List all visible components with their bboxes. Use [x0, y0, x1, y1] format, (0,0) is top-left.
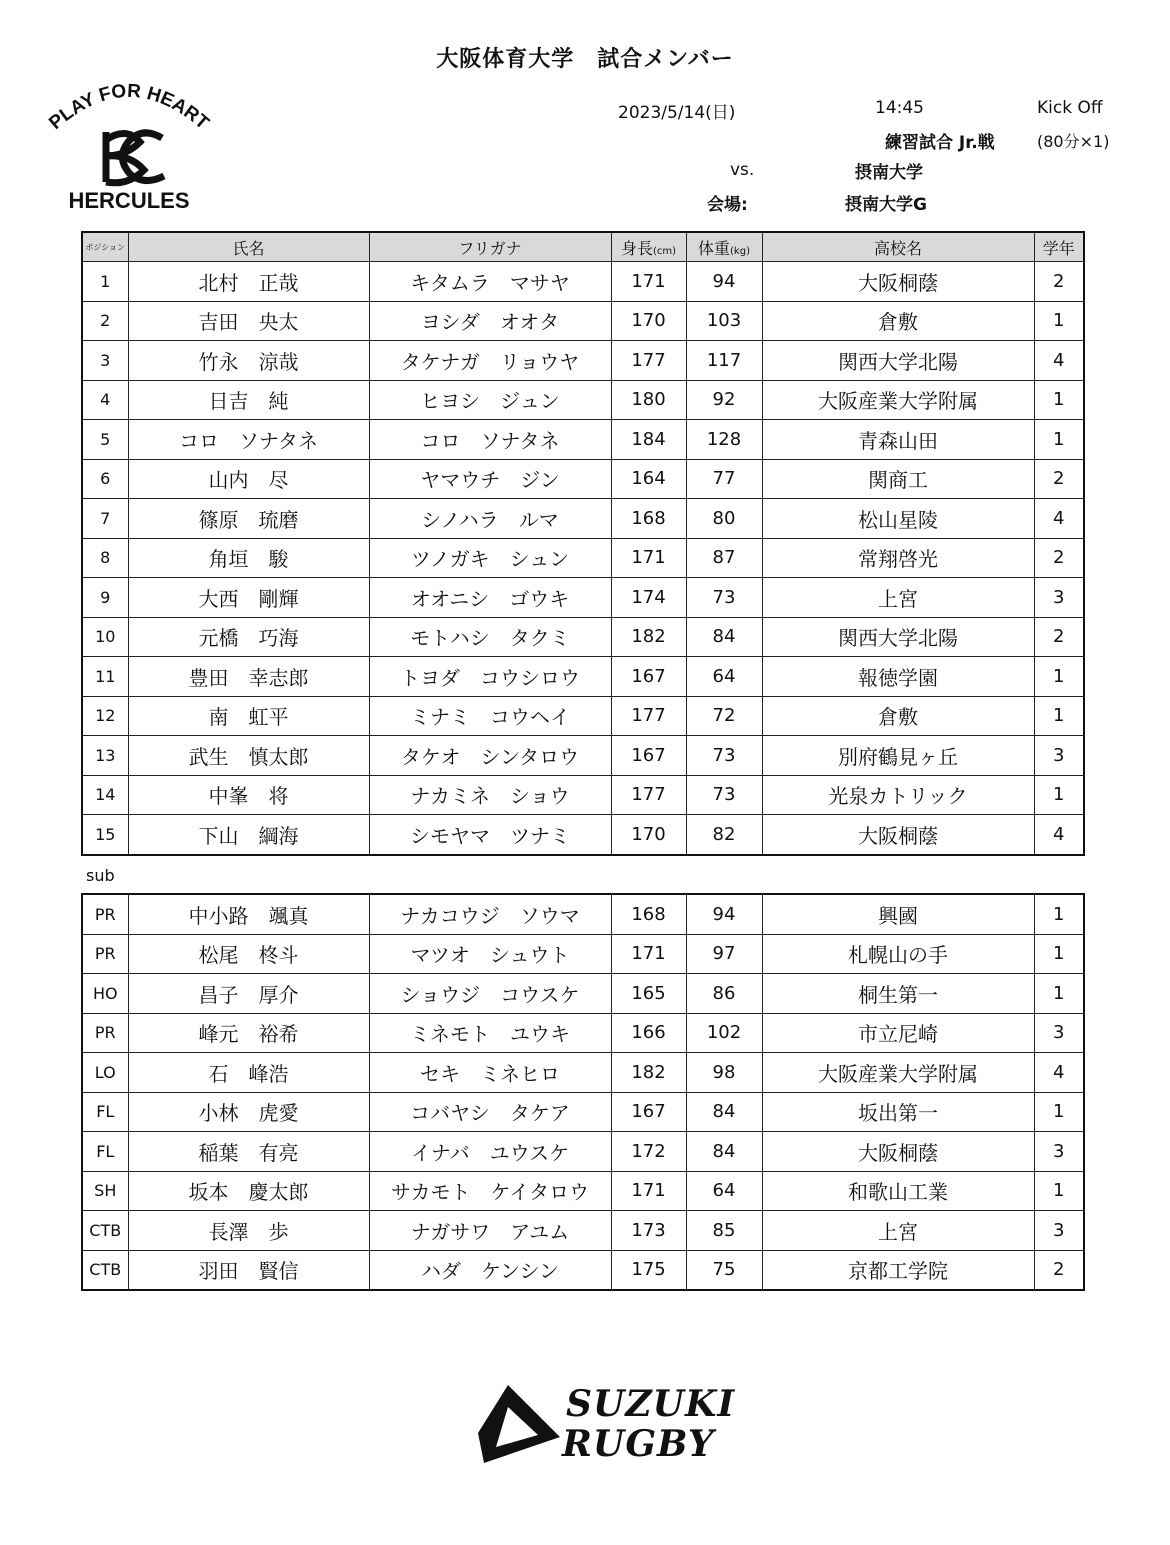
- player-weight: 84: [686, 1132, 762, 1172]
- player-furigana: ショウジ コウスケ: [369, 974, 611, 1014]
- player-year: 1: [1034, 301, 1084, 341]
- table-row: [82, 499, 1084, 539]
- player-height: 177: [611, 775, 686, 815]
- player-weight: 75: [686, 1250, 762, 1290]
- table-row: [82, 1132, 1084, 1172]
- player-name: 松尾 柊斗: [128, 934, 369, 974]
- player-furigana: キタムラ マサヤ: [369, 262, 611, 302]
- player-height: 175: [611, 1250, 686, 1290]
- player-year: 3: [1034, 1013, 1084, 1053]
- vs-label: vs.: [730, 160, 755, 180]
- player-position: 11: [82, 657, 128, 697]
- player-height: 177: [611, 696, 686, 736]
- player-weight: 94: [686, 894, 762, 934]
- match-type: 練習試合 Jr.戦: [885, 133, 995, 153]
- player-name: 中峯 将: [128, 775, 369, 815]
- player-height: 167: [611, 1092, 686, 1132]
- col-name: 氏名: [128, 232, 369, 262]
- player-school: 関商工: [762, 459, 1034, 499]
- player-furigana: ミナミ コウヘイ: [369, 696, 611, 736]
- player-furigana: コロ ソナタネ: [369, 420, 611, 460]
- player-name: 篠原 琉磨: [128, 499, 369, 539]
- player-furigana: シモヤマ ツナミ: [369, 815, 611, 855]
- table-row: [82, 538, 1084, 578]
- player-height: 180: [611, 380, 686, 420]
- player-name: 吉田 央太: [128, 301, 369, 341]
- player-name: 下山 綱海: [128, 815, 369, 855]
- table-row: [82, 657, 1084, 697]
- player-position: FL: [82, 1092, 128, 1132]
- player-position: 3: [82, 341, 128, 381]
- match-time: 14:45: [875, 98, 924, 118]
- player-weight: 73: [686, 578, 762, 618]
- player-position: 8: [82, 538, 128, 578]
- table-row: [82, 1013, 1084, 1053]
- player-weight: 80: [686, 499, 762, 539]
- player-position: PR: [82, 1013, 128, 1053]
- sub-label: sub: [86, 866, 115, 885]
- player-height: 166: [611, 1013, 686, 1053]
- player-height: 172: [611, 1132, 686, 1172]
- player-furigana: ナガサワ アユム: [369, 1211, 611, 1251]
- player-school: 坂出第一: [762, 1092, 1034, 1132]
- col-year: 学年: [1034, 232, 1084, 262]
- table-row: [82, 1053, 1084, 1093]
- player-position: 13: [82, 736, 128, 776]
- player-position: 5: [82, 420, 128, 460]
- player-year: 4: [1034, 499, 1084, 539]
- player-school: 大阪桐蔭: [762, 815, 1034, 855]
- player-school: 上宮: [762, 1211, 1034, 1251]
- logo-bottom-text: HERCULES: [68, 188, 190, 213]
- player-furigana: マツオ シュウト: [369, 934, 611, 974]
- player-height: 174: [611, 578, 686, 618]
- col-height: 身長(cm): [611, 232, 686, 262]
- player-year: 2: [1034, 262, 1084, 302]
- player-position: 14: [82, 775, 128, 815]
- player-furigana: ツノガキ シュン: [369, 538, 611, 578]
- player-name: 石 峰浩: [128, 1053, 369, 1093]
- player-position: SH: [82, 1171, 128, 1211]
- player-furigana: ミネモト ユウキ: [369, 1013, 611, 1053]
- player-year: 1: [1034, 420, 1084, 460]
- player-school: 京都工学院: [762, 1250, 1034, 1290]
- player-year: 1: [1034, 380, 1084, 420]
- player-furigana: シノハラ ルマ: [369, 499, 611, 539]
- opponent: 摂南大学: [855, 163, 923, 183]
- player-name: 山内 尽: [128, 459, 369, 499]
- table-row: [82, 301, 1084, 341]
- player-year: 1: [1034, 974, 1084, 1014]
- match-date: 2023/5/14(日): [618, 103, 736, 123]
- player-name: 坂本 慶太郎: [128, 1171, 369, 1211]
- player-year: 3: [1034, 1211, 1084, 1251]
- player-school: 大阪桐蔭: [762, 1132, 1034, 1172]
- table-row: [82, 1250, 1084, 1290]
- player-school: 大阪産業大学附属: [762, 380, 1034, 420]
- logo-top-text: PLAY FOR HEART: [45, 82, 213, 134]
- player-weight: 103: [686, 301, 762, 341]
- player-position: LO: [82, 1053, 128, 1093]
- player-height: 167: [611, 657, 686, 697]
- table-row: [82, 815, 1084, 855]
- col-school: 高校名: [762, 232, 1034, 262]
- player-weight: 82: [686, 815, 762, 855]
- player-furigana: コバヤシ タケア: [369, 1092, 611, 1132]
- player-weight: 97: [686, 934, 762, 974]
- player-school: 光泉カトリック: [762, 775, 1034, 815]
- player-school: 関西大学北陽: [762, 617, 1034, 657]
- player-weight: 64: [686, 1171, 762, 1211]
- svg-text:PLAY FOR HEART: [45, 82, 213, 134]
- player-position: 10: [82, 617, 128, 657]
- player-school: 興國: [762, 894, 1034, 934]
- player-name: 小林 虎愛: [128, 1092, 369, 1132]
- player-weight: 94: [686, 262, 762, 302]
- player-year: 2: [1034, 1250, 1084, 1290]
- player-weight: 87: [686, 538, 762, 578]
- player-weight: 92: [686, 380, 762, 420]
- player-year: 1: [1034, 775, 1084, 815]
- player-furigana: ヒヨシ ジュン: [369, 380, 611, 420]
- player-weight: 77: [686, 459, 762, 499]
- player-height: 170: [611, 301, 686, 341]
- player-year: 1: [1034, 696, 1084, 736]
- player-school: 倉敷: [762, 301, 1034, 341]
- player-weight: 72: [686, 696, 762, 736]
- subs-table: [81, 893, 1085, 1291]
- player-school: 松山星陵: [762, 499, 1034, 539]
- suzuki-line2: RUGBY: [562, 1423, 715, 1465]
- player-school: 大阪産業大学附属: [762, 1053, 1034, 1093]
- player-year: 1: [1034, 894, 1084, 934]
- table-row: [82, 934, 1084, 974]
- player-position: 2: [82, 301, 128, 341]
- venue-label: 会場:: [707, 195, 748, 215]
- player-position: 7: [82, 499, 128, 539]
- player-position: 6: [82, 459, 128, 499]
- player-name: 大西 剛輝: [128, 578, 369, 618]
- player-position: PR: [82, 894, 128, 934]
- player-year: 3: [1034, 578, 1084, 618]
- player-height: 177: [611, 341, 686, 381]
- player-furigana: ナカコウジ ソウマ: [369, 894, 611, 934]
- table-header-row: [82, 232, 1084, 262]
- player-school: 倉敷: [762, 696, 1034, 736]
- player-height: 173: [611, 1211, 686, 1251]
- player-name: 北村 正哉: [128, 262, 369, 302]
- player-position: 4: [82, 380, 128, 420]
- table-row: [82, 459, 1084, 499]
- player-weight: 64: [686, 657, 762, 697]
- table-row: [82, 775, 1084, 815]
- player-weight: 84: [686, 1092, 762, 1132]
- player-furigana: ハダ ケンシン: [369, 1250, 611, 1290]
- player-height: 182: [611, 617, 686, 657]
- player-height: 164: [611, 459, 686, 499]
- player-position: 12: [82, 696, 128, 736]
- player-school: 大阪桐蔭: [762, 262, 1034, 302]
- player-weight: 85: [686, 1211, 762, 1251]
- player-year: 2: [1034, 538, 1084, 578]
- player-year: 4: [1034, 341, 1084, 381]
- player-name: 南 虹平: [128, 696, 369, 736]
- player-weight: 86: [686, 974, 762, 1014]
- col-weight: 体重(kg): [686, 232, 762, 262]
- player-furigana: イナバ ユウスケ: [369, 1132, 611, 1172]
- player-school: 和歌山工業: [762, 1171, 1034, 1211]
- player-year: 1: [1034, 1092, 1084, 1132]
- player-weight: 98: [686, 1053, 762, 1093]
- player-position: CTB: [82, 1250, 128, 1290]
- player-position: PR: [82, 934, 128, 974]
- player-height: 168: [611, 894, 686, 934]
- player-weight: 128: [686, 420, 762, 460]
- player-school: 常翔啓光: [762, 538, 1034, 578]
- player-furigana: ヤマウチ ジン: [369, 459, 611, 499]
- kickoff-label: Kick Off: [1037, 98, 1103, 118]
- hercules-emblem-icon: [106, 132, 164, 183]
- player-furigana: オオニシ ゴウキ: [369, 578, 611, 618]
- player-name: 武生 慎太郎: [128, 736, 369, 776]
- hercules-logo: [44, 82, 214, 214]
- table-row: [82, 380, 1084, 420]
- player-name: 稲葉 有亮: [128, 1132, 369, 1172]
- player-furigana: タケオ シンタロウ: [369, 736, 611, 776]
- table-row: [82, 1171, 1084, 1211]
- player-name: 峰元 裕希: [128, 1013, 369, 1053]
- player-height: 168: [611, 499, 686, 539]
- player-name: 角垣 駿: [128, 538, 369, 578]
- player-school: 報徳学園: [762, 657, 1034, 697]
- player-name: コロ ソナタネ: [128, 420, 369, 460]
- player-furigana: サカモト ケイタロウ: [369, 1171, 611, 1211]
- player-school: 札幌山の手: [762, 934, 1034, 974]
- player-weight: 117: [686, 341, 762, 381]
- player-height: 184: [611, 420, 686, 460]
- starters-table: [81, 231, 1085, 856]
- player-year: 4: [1034, 1053, 1084, 1093]
- player-school: 青森山田: [762, 420, 1034, 460]
- player-height: 171: [611, 934, 686, 974]
- player-school: 上宮: [762, 578, 1034, 618]
- suzuki-emblem-icon: [478, 1385, 560, 1467]
- table-row: [82, 894, 1084, 934]
- table-row: [82, 262, 1084, 302]
- player-name: 長澤 歩: [128, 1211, 369, 1251]
- table-row: [82, 696, 1084, 736]
- player-year: 2: [1034, 617, 1084, 657]
- match-duration: (80分×1): [1037, 132, 1110, 151]
- player-name: 元橋 巧海: [128, 617, 369, 657]
- player-name: 竹永 涼哉: [128, 341, 369, 381]
- player-name: 羽田 賢信: [128, 1250, 369, 1290]
- player-position: CTB: [82, 1211, 128, 1251]
- player-weight: 73: [686, 775, 762, 815]
- player-height: 171: [611, 262, 686, 302]
- player-height: 165: [611, 974, 686, 1014]
- player-school: 市立尼崎: [762, 1013, 1034, 1053]
- player-furigana: モトハシ タクミ: [369, 617, 611, 657]
- venue: 摂南大学G: [845, 195, 927, 215]
- table-row: [82, 341, 1084, 381]
- table-row: [82, 974, 1084, 1014]
- player-school: 桐生第一: [762, 974, 1034, 1014]
- player-year: 1: [1034, 934, 1084, 974]
- player-position: HO: [82, 974, 128, 1014]
- player-year: 2: [1034, 459, 1084, 499]
- table-row: [82, 617, 1084, 657]
- suzuki-rugby-logo: [478, 1383, 748, 1469]
- player-year: 1: [1034, 1171, 1084, 1211]
- player-name: 日吉 純: [128, 380, 369, 420]
- player-position: 15: [82, 815, 128, 855]
- player-weight: 84: [686, 617, 762, 657]
- player-school: 別府鶴見ヶ丘: [762, 736, 1034, 776]
- player-height: 170: [611, 815, 686, 855]
- table-row: [82, 420, 1084, 460]
- player-position: FL: [82, 1132, 128, 1172]
- page-title: 大阪体育大学 試合メンバー: [436, 47, 734, 72]
- player-furigana: トヨダ コウシロウ: [369, 657, 611, 697]
- player-weight: 102: [686, 1013, 762, 1053]
- player-name: 中小路 颯真: [128, 894, 369, 934]
- player-year: 3: [1034, 1132, 1084, 1172]
- table-row: [82, 578, 1084, 618]
- player-year: 4: [1034, 815, 1084, 855]
- suzuki-line1: SUZUKI: [566, 1383, 736, 1425]
- player-year: 3: [1034, 736, 1084, 776]
- col-pos: ポジション: [82, 232, 128, 262]
- player-name: 豊田 幸志郎: [128, 657, 369, 697]
- player-position: 9: [82, 578, 128, 618]
- player-height: 171: [611, 1171, 686, 1211]
- player-furigana: タケナガ リョウヤ: [369, 341, 611, 381]
- table-row: [82, 736, 1084, 776]
- player-height: 167: [611, 736, 686, 776]
- player-furigana: ヨシダ オオタ: [369, 301, 611, 341]
- player-height: 171: [611, 538, 686, 578]
- player-height: 182: [611, 1053, 686, 1093]
- table-row: [82, 1211, 1084, 1251]
- player-school: 関西大学北陽: [762, 341, 1034, 381]
- player-furigana: ナカミネ ショウ: [369, 775, 611, 815]
- col-furigana: フリガナ: [369, 232, 611, 262]
- player-position: 1: [82, 262, 128, 302]
- player-weight: 73: [686, 736, 762, 776]
- player-furigana: セキ ミネヒロ: [369, 1053, 611, 1093]
- table-row: [82, 1092, 1084, 1132]
- player-name: 昌子 厚介: [128, 974, 369, 1014]
- player-year: 1: [1034, 657, 1084, 697]
